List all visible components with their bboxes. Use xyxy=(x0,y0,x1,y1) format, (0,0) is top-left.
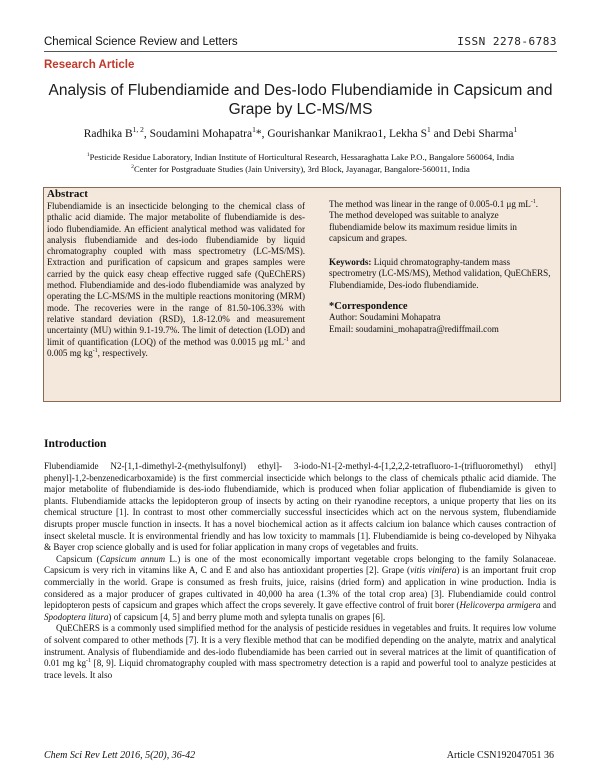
keywords-label: Keywords: xyxy=(329,257,372,268)
abstract-continuation xyxy=(329,199,551,244)
p2-italic-2: vitis vinifera xyxy=(410,565,457,576)
author-1-affil: 1, 2 xyxy=(132,125,144,135)
p2-italic-4: Spodoptera litura xyxy=(44,611,109,622)
author-2-affil: 1 xyxy=(252,125,256,135)
journal-name: Chemical Science Review and Letters xyxy=(44,36,238,48)
affiliations xyxy=(44,152,557,175)
affiliation-1 xyxy=(44,152,557,164)
p2-part-e: ) of capsicum [4, 5] and berry plume moth and sylepta tunalis on grapes [6]. xyxy=(108,611,386,622)
p2-italic-1: Capsicum annum xyxy=(99,553,166,564)
author-1: Radhika B xyxy=(83,128,133,140)
abstract-left-column xyxy=(47,188,305,359)
abstract-sup-2: -1 xyxy=(92,347,98,354)
correspondence-email[interactable]: Email: soudamini_mohapatra@rediffmail.com xyxy=(329,323,499,334)
abstract-right-part-1: The method was linear in the range of 0.005-0.1 μg mL xyxy=(329,199,531,209)
abstract-sup-1: -1 xyxy=(283,336,289,343)
affiliation-2-mark: 2 xyxy=(131,163,134,170)
p2-part-a: Capsicum ( xyxy=(56,553,100,564)
p2-part-b: L.) is one of the most economically important vegetable crops belonging to the family Solanaceae. Capsicum is very rich in vitamins like A, C and E and also has antioxidant properties [2]. Grape ( xyxy=(44,553,556,576)
abstract-right-sup: -1 xyxy=(530,198,536,205)
abstract-text xyxy=(47,201,305,359)
introduction-body xyxy=(44,461,556,681)
p3-part-a: QuEChERS is a commonly used simplified method for the analysis of pesticide residues in vegetables and fruits. It requires low volume of solvent compared to other methods [7]. It is a very flexible method that can be modified depending on the analyte, matrix and analytical instrument. Analysis of flubendiamide and des-iodo flubendiamide has been carried out in several matrices at the limit of quantification of 0.01 mg kg xyxy=(44,623,556,669)
abstract-text-part-3: , respectively. xyxy=(97,347,148,358)
affiliation-2 xyxy=(44,164,557,176)
author-4: and Debi Sharma xyxy=(430,128,514,140)
corresponding-mark: *, xyxy=(255,128,268,140)
paper-title: Analysis of Flubendiamide and Des-Iodo Flubendiamide in Capsicum and Grape by LC-MS/MS xyxy=(48,82,553,118)
author-4-affil: 1 xyxy=(513,125,518,135)
header-divider xyxy=(44,51,557,52)
correspondence-heading: *Correspondence xyxy=(329,301,408,313)
p3-sup: -1 xyxy=(86,658,91,665)
affiliation-1-text: Pesticide Residue Laboratory, Indian Institute of Horticultural Research, Hessaraghatta Lake P.O., Bangalore 560064, India xyxy=(89,152,515,162)
keywords xyxy=(329,257,551,291)
affiliation-1-mark: 1 xyxy=(86,152,90,159)
footer-article-number: Article CSN192047051 36 xyxy=(446,750,554,761)
issn: ISSN 2278-6783 xyxy=(457,35,557,48)
intro-paragraph-2 xyxy=(44,554,556,624)
abstract-text-part-2: and 0.005 mg kg xyxy=(47,336,306,358)
abstract-right-part-2: . The method developed was suitable to analyze flubendiamide below its maximum residue limits in capsicum and grapes. xyxy=(329,199,539,243)
introduction-heading: Introduction xyxy=(44,438,107,450)
p3-part-b: [8, 9]. Liquid chromatography coupled with mass spectrometry detection is a rapid and powerful tool to analyze pesticides at trace levels. It also xyxy=(44,658,556,680)
keywords-text: Liquid chromatography-tandem mass spectrometry (LC-MS/MS), Method validation, QuEChERS, Flubendiamide, Des-iodo flubendiamide. xyxy=(329,257,551,290)
author-3-affil: 1 xyxy=(427,125,431,135)
correspondence-author: Author: Soudamini Mohapatra xyxy=(329,312,441,323)
abstract-right-column xyxy=(329,199,551,335)
author-3: Gourishankar Manikrao1, Lekha S xyxy=(267,128,428,140)
intro-paragraph-1: Flubendiamide N2-[1,1-dimethyl-2-(methylsulfonyl) ethyl]- 3-iodo-N1-[2-methyl-4-[1,2,2,2-tetrafluoro-1-(trifluoromethyl) ethyl] phenyl]-1,2-benzenedicarboxamide) is the first commercial insecticide which belongs to the class of chemicals pthalic acid diamide. The major metabolite of flubendiamide is des-iodo flubendiamide, which is produced when foliar application of flubendiamide is given to plants. Flubendiamide attacks the lepidopteron group of insects by acting on their ryanodine receptors, a unique property that lies on its chemical structure [1]. In contrast to most other commercially successful insecticides which act on the nervous system, flubendiamide disrupts proper muscle function in insects. It has a novel biochemical action as it affects calcium ion balance which causes contraction of insect skeletal muscle. It is environmental friendly and has low toxicity to mammals [1]. Flubendiamide is being co-developed by Nihyaka & Bayer crop science globally and is used for foliar application in many crops of vegetables and fruits. xyxy=(44,461,556,553)
intro-paragraph-3 xyxy=(44,623,556,681)
p2-italic-3: Helicoverpa armigera xyxy=(459,600,541,611)
abstract-heading: Abstract xyxy=(47,188,88,200)
p2-part-d: and xyxy=(540,600,557,611)
abstract-text-part-1: Flubendiamide is an insecticide belonging to the chemical class of pthalic acid diamide. The major metabolite of flubendiamide is des-iodo flubendiamide. An efficient analytical method was validated for analysis flubendiamide and des-iodo flubendiamide by liquid chromatography coupled with mass spectrometry (LC-MS/MS). Extraction and purification of capsicum and grapes samples were carried by the quick easy cheap effective rugged safe (QuEChERS) method. Flubendiamide and des-iodo flubendiamide was analyzed by operating the LC-MS/MS in the multiple reactions monitoring (MRM) mode. The recoveries were in the range of 81.50-106.33% with relative standard deviation (RSD), 1.8-12.0% and measurement uncertainty (MU) within 9.1-19.7%. The limit of detection (LOD) and limit of quantification (LOQ) of the method was 0.0015 μg mL xyxy=(47,201,305,347)
author-2: , Soudamini Mohapatra xyxy=(143,128,253,140)
footer-citation: Chem Sci Rev Lett 2016, 5(20), 36-42 xyxy=(44,750,196,761)
p2-part-c: ) is an important fruit crop commercially in the world. Grape is consumed as fresh fruits, juice, raisins (dried form) and application in wine production. India is considered as a major producer of grapes cultivated in 40,000 ha area (1.3% of the total crop area) [3]. Flubendiamide could control lepidopteron pests of capsicum and grapes which affect the crops severely. It gave effective control of fruit borer ( xyxy=(44,565,557,611)
article-type: Research Article xyxy=(44,59,135,71)
abstract-box xyxy=(43,187,561,402)
author-list xyxy=(44,125,557,140)
affiliation-2-text: Center for Postgraduate Studies (Jain University), 3rd Block, Jayanagar, Bangalore-560011, India xyxy=(133,163,470,174)
